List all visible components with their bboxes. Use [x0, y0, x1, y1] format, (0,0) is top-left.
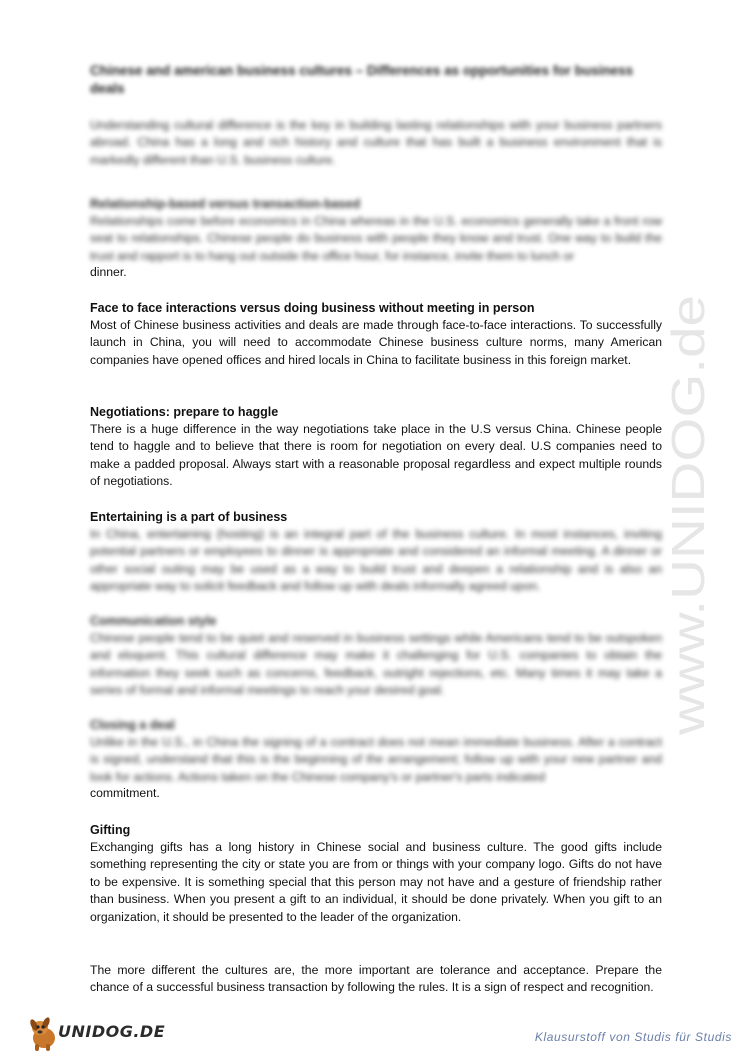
section-body: There is a huge difference in the way negotiations take place in the U.S versus China. Chinese people tend to haggle and to believe that there is room for negotiation on every deal. U.S companies need to make a padded proposal. Always start with a reasonable proposal regardless and expect multiple rounds of negotiations.: [90, 422, 662, 489]
section-heading: Entertaining is a part of business: [90, 510, 288, 524]
section-communication: [90, 613, 662, 700]
section-body: Unlike in the U.S., in China the signing of a contract does not mean immediate business. After a contract is signed, understand that this is the beginning of the arrangement; follow up with your new partner and look for actions. Actions taken on the Chinese company's or partner's parts indicated: [90, 735, 662, 784]
section-closing: [90, 717, 662, 803]
section-heading: Gifting: [90, 823, 131, 837]
section-relationship: [90, 196, 662, 282]
section-gifting: [90, 822, 662, 926]
section-heading: Negotiations: prepare to haggle: [90, 405, 279, 419]
conclusion-paragraph: [90, 962, 662, 997]
section-body-tail: dinner.: [90, 265, 127, 280]
intro-paragraph: [90, 117, 662, 169]
watermark: [660, 290, 720, 740]
section-body: Most of Chinese business activities and deals are made through face-to-face interactions. To successfully launch in China, you will need to accommodate Chinese business culture norms, many American companies have opened offices and hired locals in China to facilitate business in this foreign market.: [90, 318, 662, 367]
section-face-to-face: [90, 300, 662, 369]
section-body: In China, entertaining (hosting) is an integral part of the business culture. In most instances, inviting potential partners or employees to dinner is appropriate and considered an informal meeting. A dinner or other social outing may be used as a way to build trust and deepen a relationship and is also an appropriate way to solicit feedback and follow up with deals informally agreed upon.: [90, 527, 662, 594]
section-body: Exchanging gifts has a long history in Chinese social and business culture. The good gifts include something representing the city or state you are from or things with your company logo. Gifts do not have to be expensive. It is something special that this person may not have and a gesture of friendship rather than business. When you present a gift to an individual, it should be done privately. When you gift to an organization, it should be presented to the leader of the organization.: [90, 840, 662, 924]
section-heading: Relationship-based versus transaction-based: [90, 197, 361, 211]
section-heading: Communication style: [90, 614, 217, 628]
section-heading: Face to face interactions versus doing business without meeting in person: [90, 301, 535, 315]
section-body: Chinese people tend to be quiet and reserved in business settings while Americans tend to be outspoken and eloquent. This cultural difference may make it challenging for U.S. companies to obtain the information they seek such as concerns, feedback, outright rejections, etc. Many times it may take a series of formal and informal meetings to reach your desired goal.: [90, 631, 662, 698]
intro-text: Understanding cultural difference is the key in building lasting relationships with your business partners abroad. China has a long and rich history and culture that has built a business environment that is markedly different than U.S. business culture.: [90, 118, 662, 167]
section-body-tail: commitment.: [90, 786, 160, 801]
section-heading: Closing a deal: [90, 718, 175, 732]
logo-wordmark: UNIDOG.DE: [58, 1022, 166, 1041]
conclusion-text: The more different the cultures are, the more important are tolerance and acceptance. Prepare the chance of a successful business transaction by following the rules. It is a sign of respect and recognition.: [90, 963, 662, 995]
section-body: Relationships come before economics in China whereas in the U.S. economics generally take a front row seat to relationships. Chinese people do business with people they know and trust. One way to build the trust and rapport is to hang out outside the office hour, for instance, invite them to lunch or: [90, 214, 662, 263]
footer-tagline: Klausurstoff von Studis für Studis: [534, 1030, 732, 1044]
section-entertaining: [90, 509, 662, 596]
document-title: Chinese and american business cultures – Differences as opportunities for business deals: [90, 63, 634, 96]
watermark-graphic: [660, 290, 720, 740]
watermark-text: www.UNIDOG.de: [662, 377, 714, 735]
section-negotiations: [90, 404, 662, 491]
